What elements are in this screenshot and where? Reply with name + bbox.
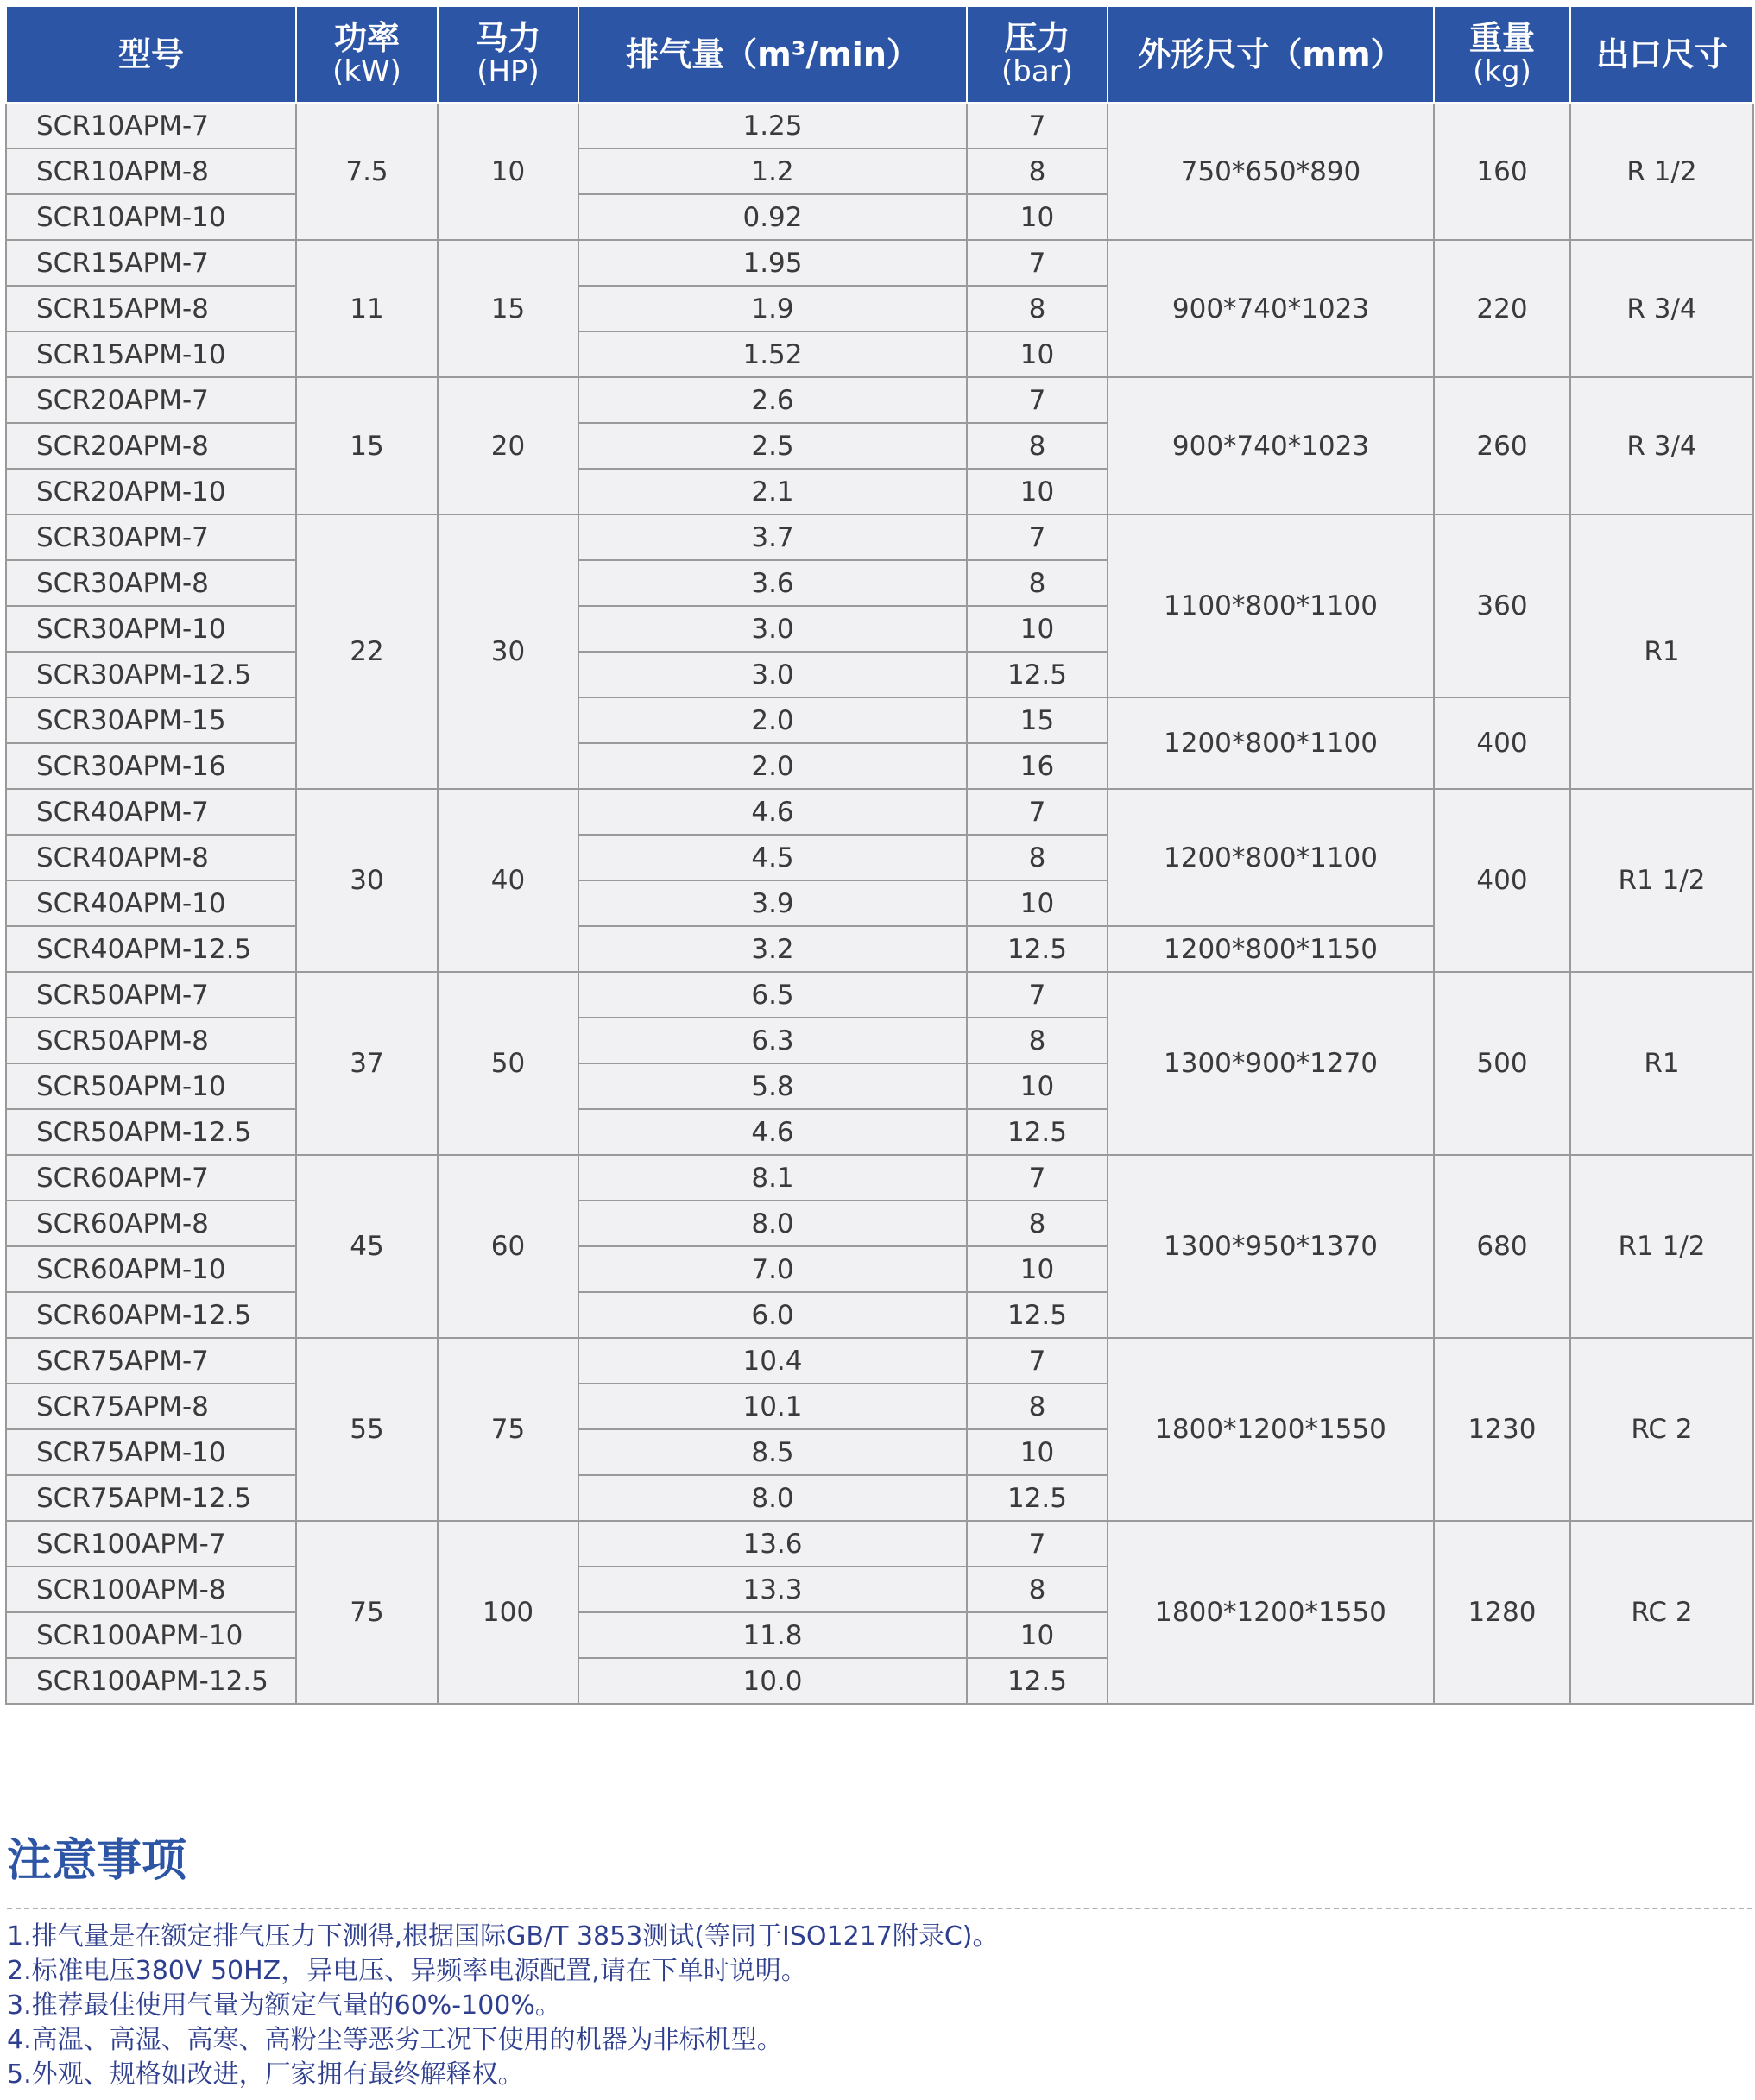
pressure-cell: 16 bbox=[967, 743, 1108, 789]
dimensions-cell: 1800*1200*1550 bbox=[1108, 1521, 1434, 1704]
model-cell: SCR50APM-8 bbox=[6, 1018, 296, 1063]
weight-cell: 260 bbox=[1434, 377, 1570, 514]
model-cell: SCR10APM-8 bbox=[6, 148, 296, 194]
model-cell: SCR75APM-10 bbox=[6, 1429, 296, 1475]
power-cell: 22 bbox=[296, 514, 438, 789]
dashed-divider bbox=[7, 1908, 1752, 1909]
model-cell: SCR75APM-7 bbox=[6, 1338, 296, 1384]
pressure-cell: 12.5 bbox=[967, 1109, 1108, 1155]
model-cell: SCR40APM-8 bbox=[6, 835, 296, 880]
header-unit: (kg) bbox=[1473, 54, 1531, 89]
note-item: 4.高温、高湿、高寒、高粉尘等恶劣工况下使用的机器为非标机型。 bbox=[7, 2025, 783, 2055]
air-delivery-cell: 8.1 bbox=[578, 1155, 967, 1201]
air-delivery-cell: 3.7 bbox=[578, 514, 967, 560]
pressure-cell: 8 bbox=[967, 1201, 1108, 1246]
model-cell: SCR50APM-12.5 bbox=[6, 1109, 296, 1155]
pressure-cell: 7 bbox=[967, 103, 1108, 148]
pressure-cell: 8 bbox=[967, 835, 1108, 880]
header-unit: (HP) bbox=[477, 54, 540, 89]
horsepower-cell: 20 bbox=[438, 377, 578, 514]
pressure-cell: 7 bbox=[967, 789, 1108, 835]
outlet-cell: R1 bbox=[1570, 514, 1753, 789]
dimensions-cell: 750*650*890 bbox=[1108, 103, 1434, 240]
pressure-cell: 7 bbox=[967, 514, 1108, 560]
spec-table bbox=[5, 5, 1754, 1705]
model-cell: SCR100APM-7 bbox=[6, 1521, 296, 1567]
notes-section bbox=[7, 1828, 1752, 2092]
pressure-cell: 10 bbox=[967, 1246, 1108, 1292]
model-cell: SCR20APM-7 bbox=[6, 377, 296, 423]
header-dimensions bbox=[1108, 6, 1434, 103]
weight-cell: 360 bbox=[1434, 514, 1570, 697]
pressure-cell: 10 bbox=[967, 606, 1108, 652]
model-cell: SCR30APM-7 bbox=[6, 514, 296, 560]
horsepower-cell: 50 bbox=[438, 972, 578, 1155]
air-delivery-cell: 6.5 bbox=[578, 972, 967, 1018]
horsepower-cell: 60 bbox=[438, 1155, 578, 1338]
outlet-cell: RC 2 bbox=[1570, 1338, 1753, 1521]
power-cell: 7.5 bbox=[296, 103, 438, 240]
air-delivery-cell: 13.6 bbox=[578, 1521, 967, 1567]
outlet-cell: R1 bbox=[1570, 972, 1753, 1155]
note-item: 2.标准电压380V 50HZ，异电压、异频率电源配置,请在下单时说明。 bbox=[7, 1956, 807, 1986]
dimensions-cell: 900*740*1023 bbox=[1108, 377, 1434, 514]
pressure-cell: 8 bbox=[967, 423, 1108, 469]
pressure-cell: 7 bbox=[967, 972, 1108, 1018]
note-item: 3.推荐最佳使用气量为额定气量的60%-100%。 bbox=[7, 1990, 561, 2021]
air-delivery-cell: 2.1 bbox=[578, 469, 967, 514]
outlet-cell: RC 2 bbox=[1570, 1521, 1753, 1704]
model-cell: SCR40APM-10 bbox=[6, 880, 296, 926]
model-cell: SCR100APM-10 bbox=[6, 1612, 296, 1658]
horsepower-cell: 15 bbox=[438, 240, 578, 377]
table-row bbox=[6, 240, 1753, 286]
power-cell: 30 bbox=[296, 789, 438, 972]
air-delivery-cell: 5.8 bbox=[578, 1063, 967, 1109]
table-row bbox=[6, 697, 1753, 743]
air-delivery-cell: 2.0 bbox=[578, 697, 967, 743]
pressure-cell: 12.5 bbox=[967, 1292, 1108, 1338]
model-cell: SCR10APM-10 bbox=[6, 194, 296, 240]
pressure-cell: 7 bbox=[967, 240, 1108, 286]
table-row bbox=[6, 377, 1753, 423]
air-delivery-cell: 3.9 bbox=[578, 880, 967, 926]
outlet-cell: R 3/4 bbox=[1570, 377, 1753, 514]
outlet-cell: R 1/2 bbox=[1570, 103, 1753, 240]
air-delivery-cell: 0.92 bbox=[578, 194, 967, 240]
table-row bbox=[6, 789, 1753, 835]
dimensions-cell: 1200*800*1150 bbox=[1108, 926, 1434, 972]
model-cell: SCR10APM-7 bbox=[6, 103, 296, 148]
header-main: 压力 bbox=[1004, 19, 1070, 57]
weight-cell: 160 bbox=[1434, 103, 1570, 240]
table-row bbox=[6, 1521, 1753, 1567]
power-cell: 37 bbox=[296, 972, 438, 1155]
dimensions-cell: 900*740*1023 bbox=[1108, 240, 1434, 377]
dimensions-cell: 1300*900*1270 bbox=[1108, 972, 1434, 1155]
pressure-cell: 7 bbox=[967, 1521, 1108, 1567]
air-delivery-cell: 4.5 bbox=[578, 835, 967, 880]
table-row bbox=[6, 1155, 1753, 1201]
model-cell: SCR75APM-12.5 bbox=[6, 1475, 296, 1521]
weight-cell: 1280 bbox=[1434, 1521, 1570, 1704]
dimensions-cell: 1200*800*1100 bbox=[1108, 789, 1434, 926]
power-cell: 75 bbox=[296, 1521, 438, 1704]
model-cell: SCR15APM-10 bbox=[6, 331, 296, 377]
header-main: 功率 bbox=[333, 19, 400, 57]
header-main: 马力 bbox=[475, 19, 541, 57]
outlet-cell: R1 1/2 bbox=[1570, 789, 1753, 972]
air-delivery-cell: 2.0 bbox=[578, 743, 967, 789]
model-cell: SCR40APM-12.5 bbox=[6, 926, 296, 972]
pressure-cell: 10 bbox=[967, 1429, 1108, 1475]
model-cell: SCR15APM-7 bbox=[6, 240, 296, 286]
weight-cell: 500 bbox=[1434, 972, 1570, 1155]
pressure-cell: 10 bbox=[967, 880, 1108, 926]
pressure-cell: 7 bbox=[967, 1338, 1108, 1384]
pressure-cell: 10 bbox=[967, 1063, 1108, 1109]
air-delivery-cell: 3.6 bbox=[578, 560, 967, 606]
weight-cell: 400 bbox=[1434, 697, 1570, 789]
air-delivery-cell: 8.5 bbox=[578, 1429, 967, 1475]
model-cell: SCR40APM-7 bbox=[6, 789, 296, 835]
horsepower-cell: 30 bbox=[438, 514, 578, 789]
horsepower-cell: 40 bbox=[438, 789, 578, 972]
pressure-cell: 12.5 bbox=[967, 1475, 1108, 1521]
model-cell: SCR50APM-10 bbox=[6, 1063, 296, 1109]
dimensions-cell: 1800*1200*1550 bbox=[1108, 1338, 1434, 1521]
table-row bbox=[6, 972, 1753, 1018]
pressure-cell: 8 bbox=[967, 560, 1108, 606]
dimensions-cell: 1300*950*1370 bbox=[1108, 1155, 1434, 1338]
model-cell: SCR20APM-8 bbox=[6, 423, 296, 469]
model-cell: SCR30APM-15 bbox=[6, 697, 296, 743]
air-delivery-cell: 10.4 bbox=[578, 1338, 967, 1384]
air-delivery-cell: 7.0 bbox=[578, 1246, 967, 1292]
header-main: 排气量（m³/min） bbox=[626, 35, 919, 73]
pressure-cell: 7 bbox=[967, 1155, 1108, 1201]
weight-cell: 220 bbox=[1434, 240, 1570, 377]
air-delivery-cell: 1.2 bbox=[578, 148, 967, 194]
weight-cell: 680 bbox=[1434, 1155, 1570, 1338]
air-delivery-cell: 1.9 bbox=[578, 286, 967, 331]
air-delivery-cell: 2.6 bbox=[578, 377, 967, 423]
header-air-delivery bbox=[578, 6, 967, 103]
pressure-cell: 8 bbox=[967, 1384, 1108, 1429]
model-cell: SCR60APM-12.5 bbox=[6, 1292, 296, 1338]
power-cell: 55 bbox=[296, 1338, 438, 1521]
air-delivery-cell: 1.52 bbox=[578, 331, 967, 377]
power-cell: 11 bbox=[296, 240, 438, 377]
power-cell: 15 bbox=[296, 377, 438, 514]
horsepower-cell: 10 bbox=[438, 103, 578, 240]
pressure-cell: 10 bbox=[967, 1612, 1108, 1658]
model-cell: SCR60APM-7 bbox=[6, 1155, 296, 1201]
note-item: 1.排气量是在额定排气压力下测得,根据国际GB/T 3853测试(等同于ISO1217附录C)。 bbox=[7, 1921, 999, 1952]
air-delivery-cell: 3.0 bbox=[578, 652, 967, 697]
header-main: 型号 bbox=[117, 35, 184, 73]
air-delivery-cell: 1.95 bbox=[578, 240, 967, 286]
model-cell: SCR20APM-10 bbox=[6, 469, 296, 514]
weight-cell: 400 bbox=[1434, 789, 1570, 972]
header-unit: (bar) bbox=[1001, 54, 1073, 89]
pressure-cell: 10 bbox=[967, 469, 1108, 514]
horsepower-cell: 75 bbox=[438, 1338, 578, 1521]
air-delivery-cell: 3.2 bbox=[578, 926, 967, 972]
pressure-cell: 15 bbox=[967, 697, 1108, 743]
air-delivery-cell: 10.0 bbox=[578, 1658, 967, 1704]
air-delivery-cell: 1.25 bbox=[578, 103, 967, 148]
model-cell: SCR30APM-12.5 bbox=[6, 652, 296, 697]
header-row bbox=[6, 6, 1753, 103]
model-cell: SCR15APM-8 bbox=[6, 286, 296, 331]
model-cell: SCR60APM-8 bbox=[6, 1201, 296, 1246]
dimensions-cell: 1100*800*1100 bbox=[1108, 514, 1434, 697]
model-cell: SCR30APM-10 bbox=[6, 606, 296, 652]
pressure-cell: 12.5 bbox=[967, 652, 1108, 697]
header-main: 外形尺寸（mm） bbox=[1138, 35, 1404, 73]
table-row bbox=[6, 1338, 1753, 1384]
note-item: 5.外观、规格如改进，厂家拥有最终解释权。 bbox=[7, 2059, 524, 2090]
power-cell: 45 bbox=[296, 1155, 438, 1338]
air-delivery-cell: 2.5 bbox=[578, 423, 967, 469]
air-delivery-cell: 3.0 bbox=[578, 606, 967, 652]
air-delivery-cell: 4.6 bbox=[578, 1109, 967, 1155]
header-unit: (kW) bbox=[332, 54, 401, 89]
notes-list bbox=[7, 1920, 1752, 2092]
pressure-cell: 7 bbox=[967, 377, 1108, 423]
air-delivery-cell: 4.6 bbox=[578, 789, 967, 835]
air-delivery-cell: 10.1 bbox=[578, 1384, 967, 1429]
pressure-cell: 8 bbox=[967, 1567, 1108, 1612]
pressure-cell: 10 bbox=[967, 194, 1108, 240]
air-delivery-cell: 8.0 bbox=[578, 1475, 967, 1521]
header-weight bbox=[1434, 6, 1570, 103]
header-model bbox=[6, 6, 296, 103]
horsepower-cell: 100 bbox=[438, 1521, 578, 1704]
header-pressure bbox=[967, 6, 1108, 103]
header-power bbox=[296, 6, 438, 103]
outlet-cell: R1 1/2 bbox=[1570, 1155, 1753, 1338]
air-delivery-cell: 6.3 bbox=[578, 1018, 967, 1063]
pressure-cell: 8 bbox=[967, 148, 1108, 194]
model-cell: SCR50APM-7 bbox=[6, 972, 296, 1018]
model-cell: SCR60APM-10 bbox=[6, 1246, 296, 1292]
header-main: 出口尺寸 bbox=[1595, 35, 1727, 73]
air-delivery-cell: 6.0 bbox=[578, 1292, 967, 1338]
header-horsepower bbox=[438, 6, 578, 103]
outlet-cell: R 3/4 bbox=[1570, 240, 1753, 377]
header-main: 重量 bbox=[1468, 19, 1535, 57]
weight-cell: 1230 bbox=[1434, 1338, 1570, 1521]
air-delivery-cell: 13.3 bbox=[578, 1567, 967, 1612]
pressure-cell: 12.5 bbox=[967, 926, 1108, 972]
pressure-cell: 8 bbox=[967, 1018, 1108, 1063]
dimensions-cell: 1200*800*1100 bbox=[1108, 697, 1434, 789]
header-outlet bbox=[1570, 6, 1753, 103]
table-row bbox=[6, 103, 1753, 148]
model-cell: SCR100APM-8 bbox=[6, 1567, 296, 1612]
notes-title: 注意事项 bbox=[7, 1835, 187, 1887]
table-row bbox=[6, 514, 1753, 560]
air-delivery-cell: 8.0 bbox=[578, 1201, 967, 1246]
model-cell: SCR30APM-16 bbox=[6, 743, 296, 789]
pressure-cell: 12.5 bbox=[967, 1658, 1108, 1704]
air-delivery-cell: 11.8 bbox=[578, 1612, 967, 1658]
pressure-cell: 8 bbox=[967, 286, 1108, 331]
model-cell: SCR30APM-8 bbox=[6, 560, 296, 606]
model-cell: SCR100APM-12.5 bbox=[6, 1658, 296, 1704]
model-cell: SCR75APM-8 bbox=[6, 1384, 296, 1429]
pressure-cell: 10 bbox=[967, 331, 1108, 377]
